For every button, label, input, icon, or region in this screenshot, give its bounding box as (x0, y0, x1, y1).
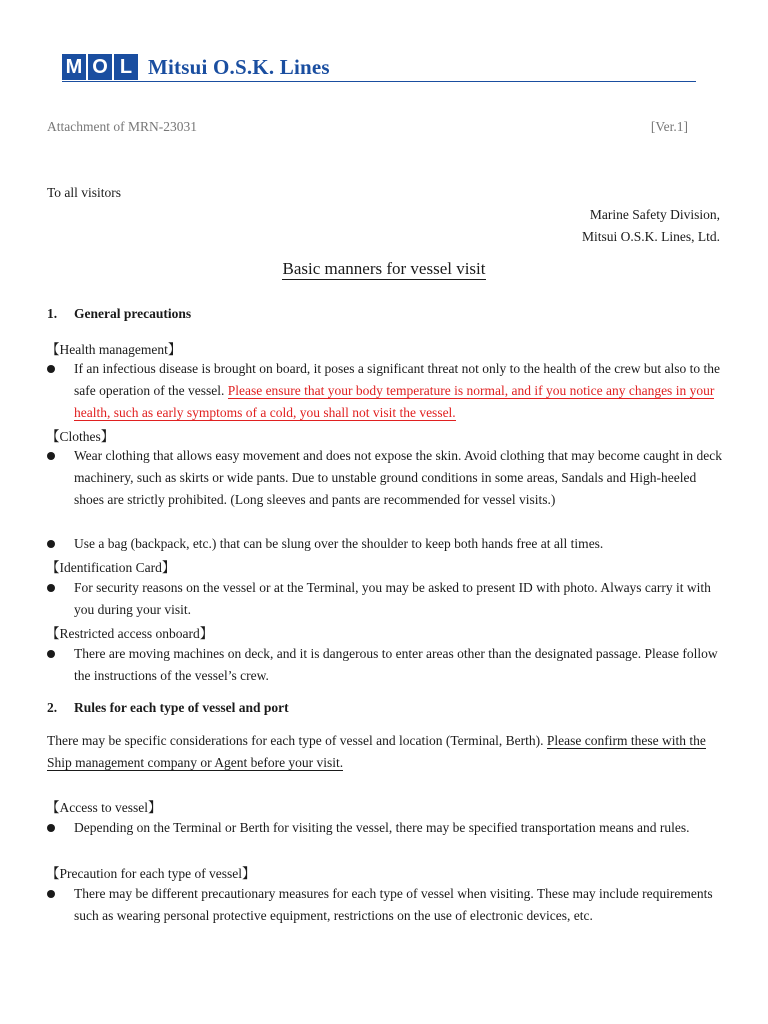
section-1-heading: 1. General precautions (47, 306, 192, 321)
addressee: To all visitors (47, 185, 122, 200)
list-item: If an infectious disease is brought on board, it poses a significant threat not only to the health of the crew but also to the safe operation of the vessel. Please ensure that your body temperature is normal, and if you notice any changes in your health, such as early symptoms of a cold, you shall not visit the vessel. (47, 358, 727, 424)
bullet-icon (47, 584, 55, 592)
logo-letter-m: M (62, 54, 86, 80)
section-2-intro: There may be specific considerations for each type of vessel and location (Terminal, Berth). Please confirm these with the Ship management company or Agent before your visit. (47, 733, 706, 770)
list-item: Wear clothing that allows easy movement and does not expose the skin. Avoid clothing that may become caught in deck machinery, such as skirts or wide pants. Due to unstable ground conditions in some areas, Sandals and High-heeled shoes are strictly prohibited. (Long sleeves and pants are recommended for vessel visits.) (47, 445, 727, 511)
logo-letter-o: O (88, 54, 112, 80)
restricted-access-label: 【Restricted access onboard】 (46, 626, 214, 641)
company-logo (62, 53, 330, 81)
sender-division: Marine Safety Division, (589, 207, 720, 222)
clothes-label: 【Clothes】 (46, 429, 115, 444)
header-divider (62, 81, 696, 82)
confirm-notice: Please confirm these with the Ship management company or Agent before your visit. (47, 733, 706, 770)
section-2-heading: 2. Rules for each type of vessel and port (47, 700, 289, 715)
sender-company: Mitsui O.S.K. Lines, Ltd. (581, 229, 720, 244)
version-label: [Ver.1] (650, 119, 688, 134)
bullet-icon (47, 452, 55, 460)
health-warning: Please ensure that your body temperature is normal, and if you notice any changes in your health, such as early symptoms of a cold, you shall not visit the vessel. (74, 383, 715, 420)
bullet-icon (47, 540, 55, 548)
document-title: Basic manners for vessel visit (282, 259, 486, 278)
logo-letter-l: L (114, 54, 138, 80)
list-item: Use a bag (backpack, etc.) that can be slung over the shoulder to keep both hands free at all times. (47, 533, 727, 555)
list-item: There are moving machines on deck, and it is dangerous to enter areas other than the designated passage. Please follow the instructions of the vessel’s crew. (47, 643, 727, 687)
identification-card-label: 【Identification Card】 (46, 560, 176, 575)
attachment-reference: Attachment of MRN-23031 (47, 119, 197, 134)
bullet-icon (47, 824, 55, 832)
bullet-icon (47, 365, 55, 373)
list-item: Depending on the Terminal or Berth for visiting the vessel, there may be specified transportation means and rules. (47, 817, 727, 839)
bullet-icon (47, 890, 55, 898)
list-item: There may be different precautionary measures for each type of vessel when visiting. These may include requirements such as wearing personal protective equipment, restrictions on the use of electronic devices, etc. (47, 883, 727, 927)
list-item: For security reasons on the vessel or at the Terminal, you may be asked to present ID with photo. Always carry it with you during your visit. (47, 577, 727, 621)
health-management-label: 【Health management】 (46, 342, 182, 357)
bullet-icon (47, 650, 55, 658)
access-to-vessel-label: 【Access to vessel】 (46, 800, 162, 815)
company-name: Mitsui O.S.K. Lines (148, 54, 330, 79)
precaution-vessel-type-label: 【Precaution for each type of vessel】 (46, 866, 256, 881)
